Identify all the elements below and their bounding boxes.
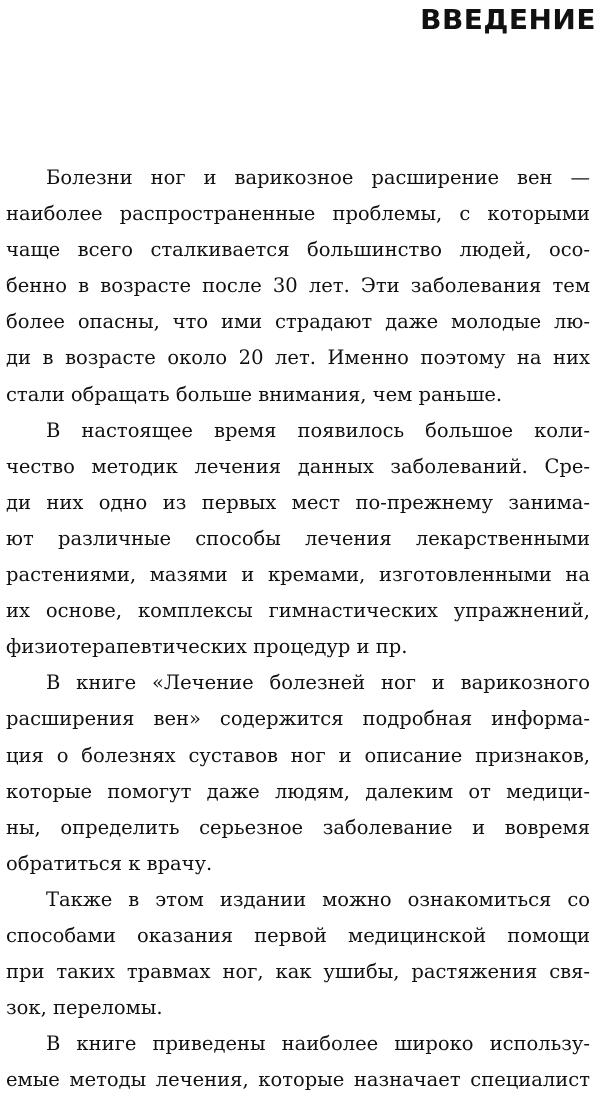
text-line: зок, переломы. [6,996,163,1020]
text-line: чество методик лечения данных заболеваний. Сре- [6,454,590,478]
text-line: бенно в возрасте после 30 лет. Эти заболевания тем [6,274,590,298]
text-line: ют различные способы лечения лекарственными [6,526,590,550]
body-text [6,160,590,1098]
text-line: Также в этом издании можно ознакомиться со [46,887,590,911]
text-line: физиотерапевтических процедур и пр. [6,635,408,659]
text-line: обратиться к врачу. [6,851,213,875]
text-line: более опасны, что ими страдают даже молодые лю- [6,310,590,334]
text-line: ны, определить серьезное заболевание и вовремя [6,815,590,839]
text-line: ди них одно из первых мест по-прежнему занима- [6,490,590,514]
text-line: растениями, мазями и кремами, изготовленными на [6,563,590,587]
text-line: наиболее распространенные проблемы, с которыми [6,202,590,226]
text-line: В книге «Лечение болезней ног и варикозного [46,671,590,695]
text-line: расширения вен» содержится подробная информа- [6,707,590,731]
text-line: ди в возрасте около 20 лет. Именно поэтому на них [6,346,590,370]
text-line: чаще всего сталкивается большинство людей, осо- [6,238,590,262]
text-line: ция о болезнях суставов ног и описание признаков, [6,743,590,767]
text-line: В настоящее время появилось большое коли- [46,418,590,442]
text-line: способами оказания первой медицинской помощи [6,923,590,947]
text-line: В книге приведены наиболее широко использу- [46,1032,590,1056]
chapter-title: ВВЕДЕНИЕ [420,3,596,36]
text-line: их основе, комплексы гимнастических упражнений, [6,599,590,623]
text-line: при таких травмах ног, как ушибы, растяжения свя- [6,960,590,984]
text-line: емые методы лечения, которые назначает специалист [6,1068,590,1092]
text-line: которые помогут даже людям, далеким от медици- [6,779,590,803]
text-line: Болезни ног и варикозное расширение вен — [46,166,590,189]
text-line: стали обращать больше внимания, чем раньше. [6,382,503,406]
